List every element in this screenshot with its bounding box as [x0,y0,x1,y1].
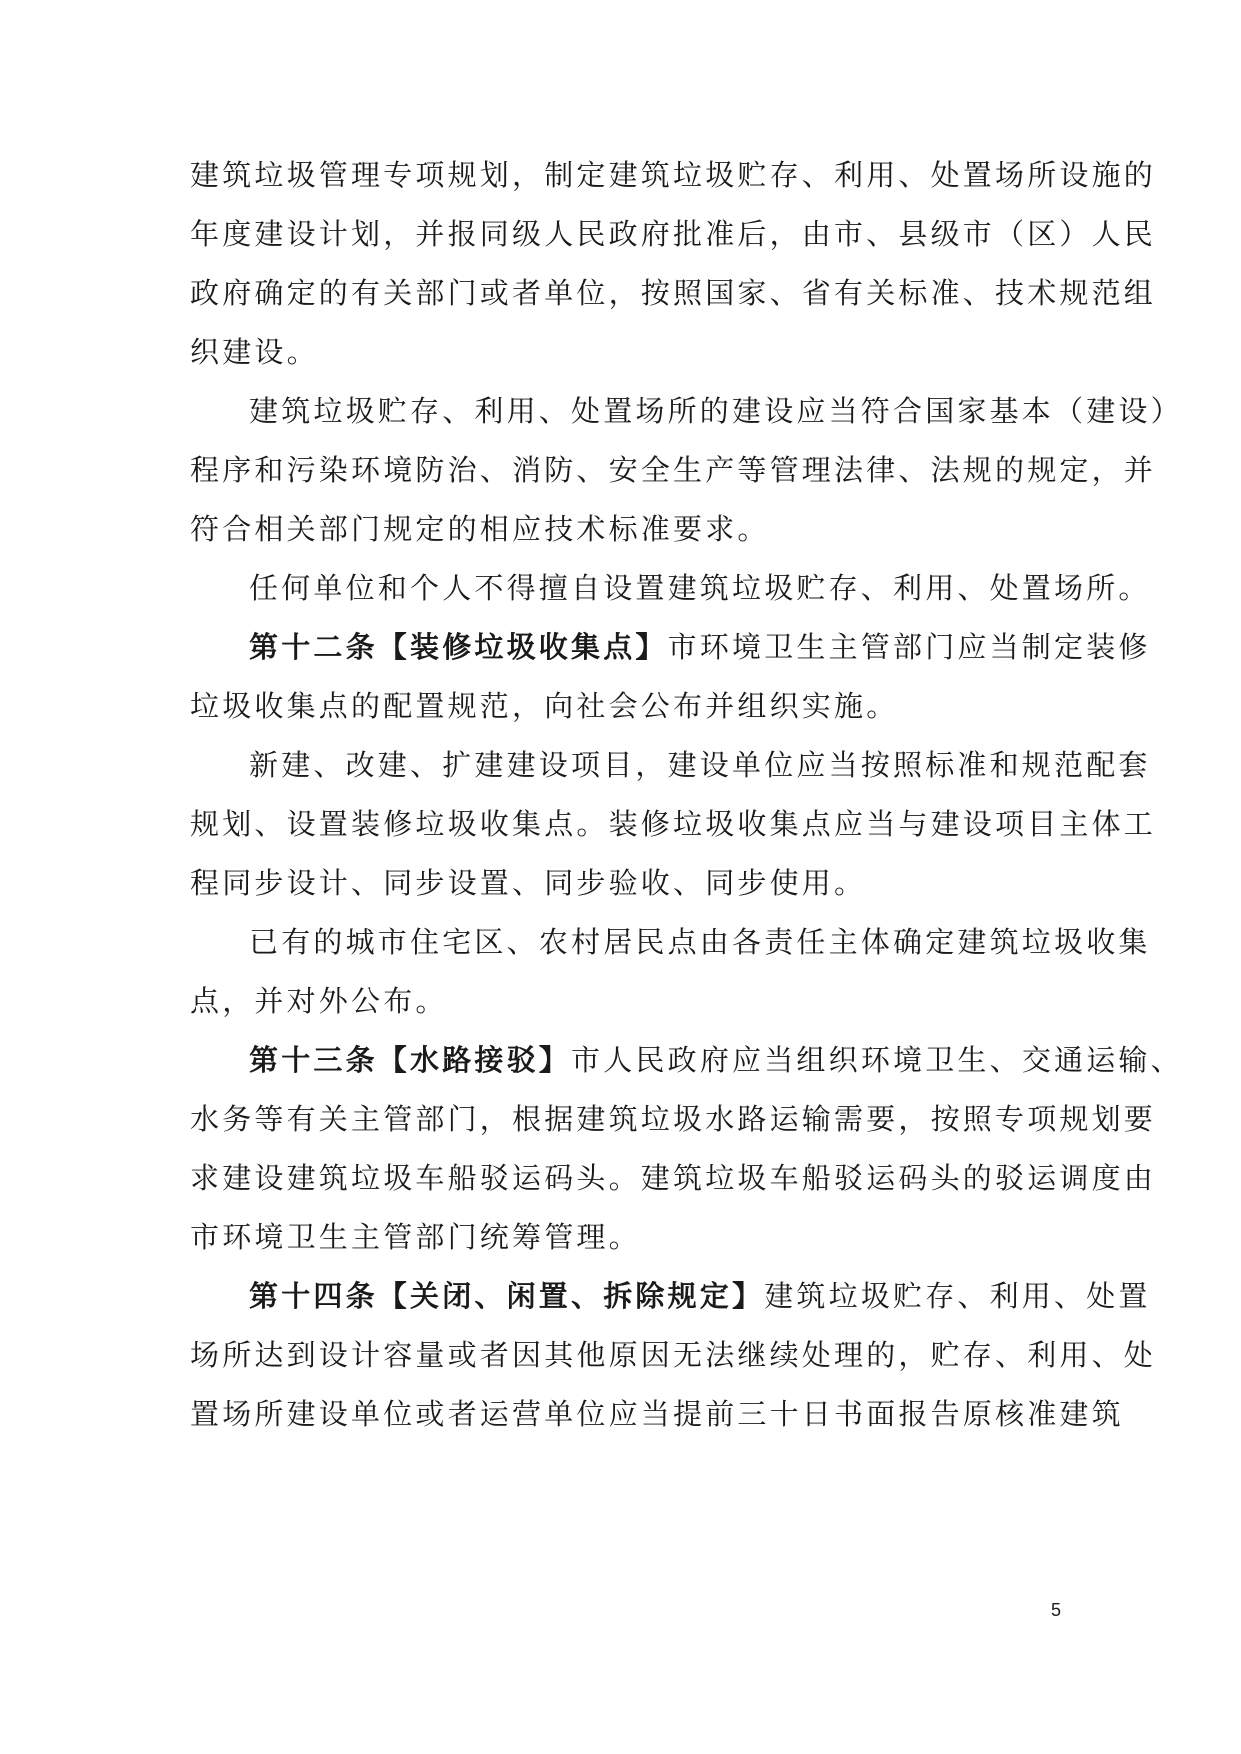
text-line: 符合相关部门规定的相应技术标准要求。 [190,512,770,546]
article-14-first-line [249,1276,1151,1316]
text-line: 程同步设计、同步设置、同步验收、同步使用。 [190,866,867,900]
text-line: 点，并对外公布。 [190,984,448,1018]
text-line: 建筑垃圾贮存、利用、处置场所的建设应当符合国家基本（建设） [249,394,1183,428]
article-12-first-line [249,627,1151,667]
text-line: 水务等有关主管部门，根据建筑垃圾水路运输需要，按照专项规划要 [190,1102,1157,1136]
text-line: 已有的城市住宅区、农村居民点由各责任主体确定建筑垃圾收集 [249,925,1151,959]
text-line: 求建设建筑垃圾车船驳运码头。建筑垃圾车船驳运码头的驳运调度由 [190,1161,1157,1195]
text-line: 建筑垃圾贮存、利用、处置 [764,1279,1151,1313]
article-13-first-line [249,1040,1183,1080]
text-line: 垃圾收集点的配置规范，向社会公布并组织实施。 [190,689,899,723]
text-line: 规划、设置装修垃圾收集点。装修垃圾收集点应当与建设项目主体工 [190,807,1157,841]
article-12-heading: 第十二条【装修垃圾收集点】 [249,630,668,664]
article-13-heading: 第十三条【水路接驳】 [249,1043,572,1077]
text-line: 程序和污染环境防治、消防、安全生产等管理法律、法规的规定，并 [190,453,1157,487]
text-line: 市环境卫生主管部门应当制定装修 [667,630,1151,664]
text-line: 建筑垃圾管理专项规划，制定建筑垃圾贮存、利用、处置场所设施的 [190,158,1157,192]
article-14-heading: 第十四条【关闭、闲置、拆除规定】 [249,1279,765,1313]
text-line: 新建、改建、扩建建设项目，建设单位应当按照标准和规范配套 [249,748,1151,782]
text-line: 市环境卫生主管部门统筹管理。 [190,1220,641,1254]
text-line: 织建设。 [190,335,319,369]
text-line: 置场所建设单位或者运营单位应当提前三十日书面报告原核准建筑 [190,1397,1124,1431]
text-line: 场所达到设计容量或者因其他原因无法继续处理的，贮存、利用、处 [190,1338,1157,1372]
text-line: 市人民政府应当组织环境卫生、交通运输、 [571,1043,1183,1077]
text-line: 政府确定的有关部门或者单位，按照国家、省有关标准、技术规范组 [190,276,1157,310]
text-line: 年度建设计划，并报同级人民政府批准后，由市、县级市（区）人民 [190,217,1157,251]
page-number: 5 [1050,1600,1061,1620]
text-line: 任何单位和个人不得擅自设置建筑垃圾贮存、利用、处置场所。 [249,571,1151,605]
